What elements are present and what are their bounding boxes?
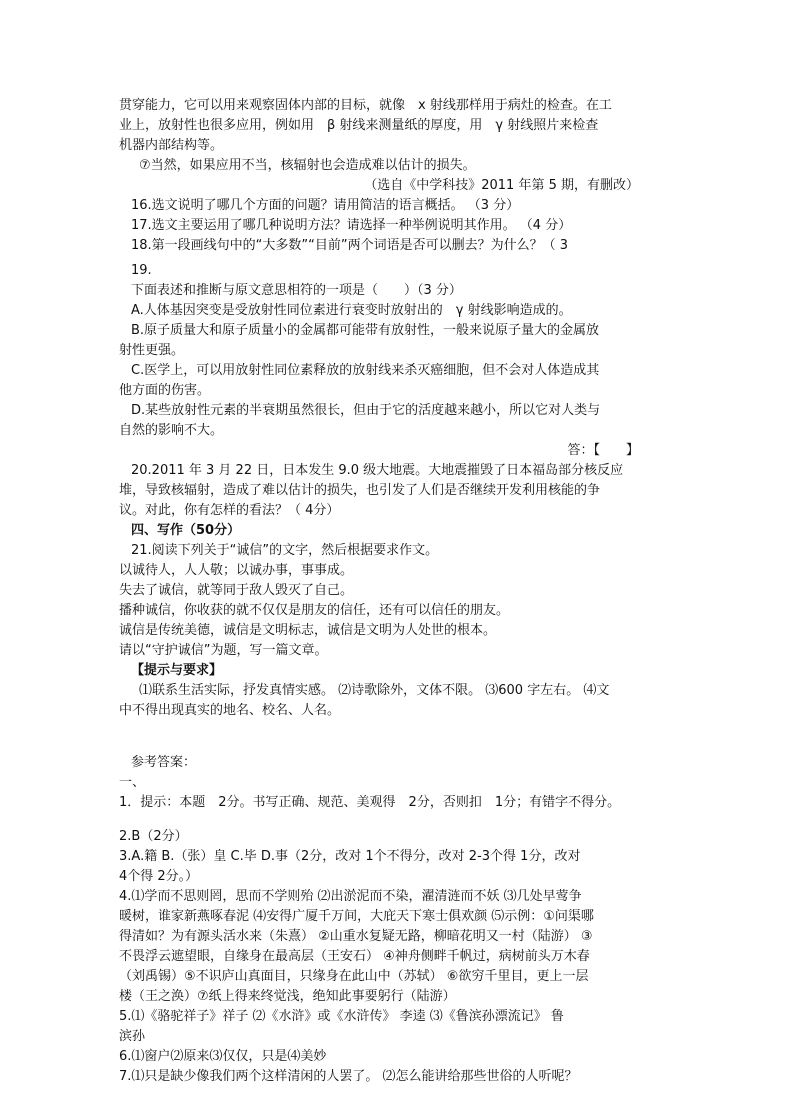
option-a: A.人体基因突变是受放射性同位素进行衰变时放射出的 γ 射线影响造成的。 bbox=[131, 303, 572, 318]
text-line: ⑴联系生活实际，抒发真情实感。 ⑵诗歌除外，文体不限。 ⑶600 字左右。 ⑷文 bbox=[139, 683, 610, 698]
text-line: 以诚待人，人人敬；以诚办事，事事成。 bbox=[119, 563, 354, 578]
answer-6: 6.⑴窗户⑵原来⑶仅仅，只是⑷美妙 bbox=[119, 1049, 327, 1064]
question-19-number: 19. bbox=[131, 263, 152, 278]
text-line: （刘禹锡）⑤不识庐山真面目，只缘身在此山中（苏轼） ⑥欲穷千里目，更上一层 bbox=[119, 969, 589, 984]
answer-1: 1．提示：本题 2分。书写正确、规范、美观得 2分，否则扣 1分；有错字不得分。 bbox=[119, 795, 621, 810]
answers-heading: 参考答案： bbox=[131, 755, 197, 770]
text-line: 业上，放射性也很多应用，例如用 β 射线来测量纸的厚度，用 γ 射线照片来检查 bbox=[119, 118, 599, 133]
section-heading: 四、写作（50分） bbox=[131, 523, 241, 538]
text-line: 议。对此，你有怎样的看法？（ 4分） bbox=[119, 503, 340, 518]
question-17: 17.选文主要运用了哪几种说明方法？请选择一种举例说明其作用。 （4 分） bbox=[131, 218, 572, 233]
text-line: 中不得出现真实的地名、校名、人名。 bbox=[119, 703, 341, 718]
text-line: 自然的影响不大。 bbox=[119, 423, 224, 438]
text-line: 贯穿能力，它可以用来观察固体内部的目标，就像 x 射线那样用于病灶的检查。在工 bbox=[119, 98, 612, 113]
text-line: 楼（王之涣）⑦纸上得来终觉浅，绝知此事要躬行（陆游） bbox=[119, 989, 456, 1004]
answer-3: 3.A.籍 B.（张）皇 C.毕 D.事（2分，改对 1个不得分，改对 2-3个得 1分，改对 bbox=[119, 849, 581, 864]
answer-2: 2.B（2分） bbox=[119, 829, 188, 844]
text-line: 播种诚信，你收获的就不仅仅是朋友的信任，还有可以信任的朋友。 bbox=[119, 603, 510, 618]
text-line: 4个得 2分。） bbox=[119, 869, 199, 884]
option-d: D.某些放射性元素的半衰期虽然很长，但由于它的活度越来越小，所以它对人类与 bbox=[131, 403, 601, 418]
question-18: 18.第一段画线句中的“大多数”“目前”两个词语是否可以删去？为什么？（ 3 bbox=[131, 238, 569, 253]
text-line: 机器内部结构等。 bbox=[119, 138, 224, 153]
option-b: B.原子质量大和原子质量小的金属都可能带有放射性，一般来说原子量大的金属放 bbox=[131, 323, 600, 338]
text-line: 得清如？为有源头活水来（朱熹） ②山重水复疑无路，柳暗花明又一村（陆游） ③ bbox=[119, 929, 593, 944]
answer-blank: 答：【 】 bbox=[567, 443, 639, 458]
option-c: C.医学上，可以用放射性同位素释放的放射线来杀灭癌细胞，但不会对人体造成其 bbox=[131, 363, 600, 378]
text-line: 滨孙 bbox=[119, 1029, 146, 1044]
requirements-heading: 【提示与要求】 bbox=[131, 663, 223, 678]
question-16: 16.选文说明了哪几个方面的问题？请用简洁的语言概括。 （3 分） bbox=[131, 198, 520, 213]
text-line: 失去了诚信，就等同于敌人毁灭了自己。 bbox=[119, 583, 354, 598]
answer-5: 5.⑴《骆驼祥子》祥子 ⑵《水浒》或《水浒传》 李逵 ⑶《鲁滨孙漂流记》 鲁 bbox=[119, 1009, 564, 1024]
text-line: ⑦当然，如果应用不当，核辐射也会造成难以估计的损失。 bbox=[139, 158, 476, 173]
text-line: 暖树，谁家新燕啄春泥 ⑷安得广厦千万间，大庇天下寒士俱欢颜 ⑸示例：①问渠哪 bbox=[119, 909, 594, 924]
text-line: 他方面的伤害。 bbox=[119, 383, 211, 398]
answer-4: 4.⑴学而不思则罔，思而不学则殆 ⑵出淤泥而不染，濯清涟而不妖 ⑶几处早莺争 bbox=[119, 889, 582, 904]
question-19: 下面表述和推断与原文意思相符的一项是（ ）（3 分） bbox=[131, 283, 462, 298]
question-21: 21.阅读下列关于“诚信”的文字，然后根据要求作文。 bbox=[131, 543, 439, 558]
question-20: 20.2011 年 3 月 22 日，日本发生 9.0 级大地震。大地震摧毁了日本福岛部分核反应 bbox=[131, 463, 624, 478]
text-line: 堆，导致核辐射，造成了难以估计的损失，也引发了人们是否继续开发利用核能的争 bbox=[119, 483, 601, 498]
text-line: 一、 bbox=[119, 775, 146, 790]
text-line: 射性更强。 bbox=[119, 343, 185, 358]
text-line: 诚信是传统美德，诚信是文明标志，诚信是文明为人处世的根本。 bbox=[119, 623, 497, 638]
answer-7: 7.⑴只是缺少像我们两个这样清闲的人罢了。 ⑵怎么能讲给那些世俗的人听呢？ bbox=[119, 1069, 578, 1084]
text-line: 请以“守护诚信”为题，写一篇文章。 bbox=[119, 643, 328, 658]
source-citation: （选自《中学科技》2011 年第 5 期，有删改） bbox=[364, 178, 639, 193]
text-line: 不畏浮云遮望眼，自缘身在最高层（王安石） ④神舟侧畔千帆过，病树前头万木春 bbox=[119, 949, 590, 964]
